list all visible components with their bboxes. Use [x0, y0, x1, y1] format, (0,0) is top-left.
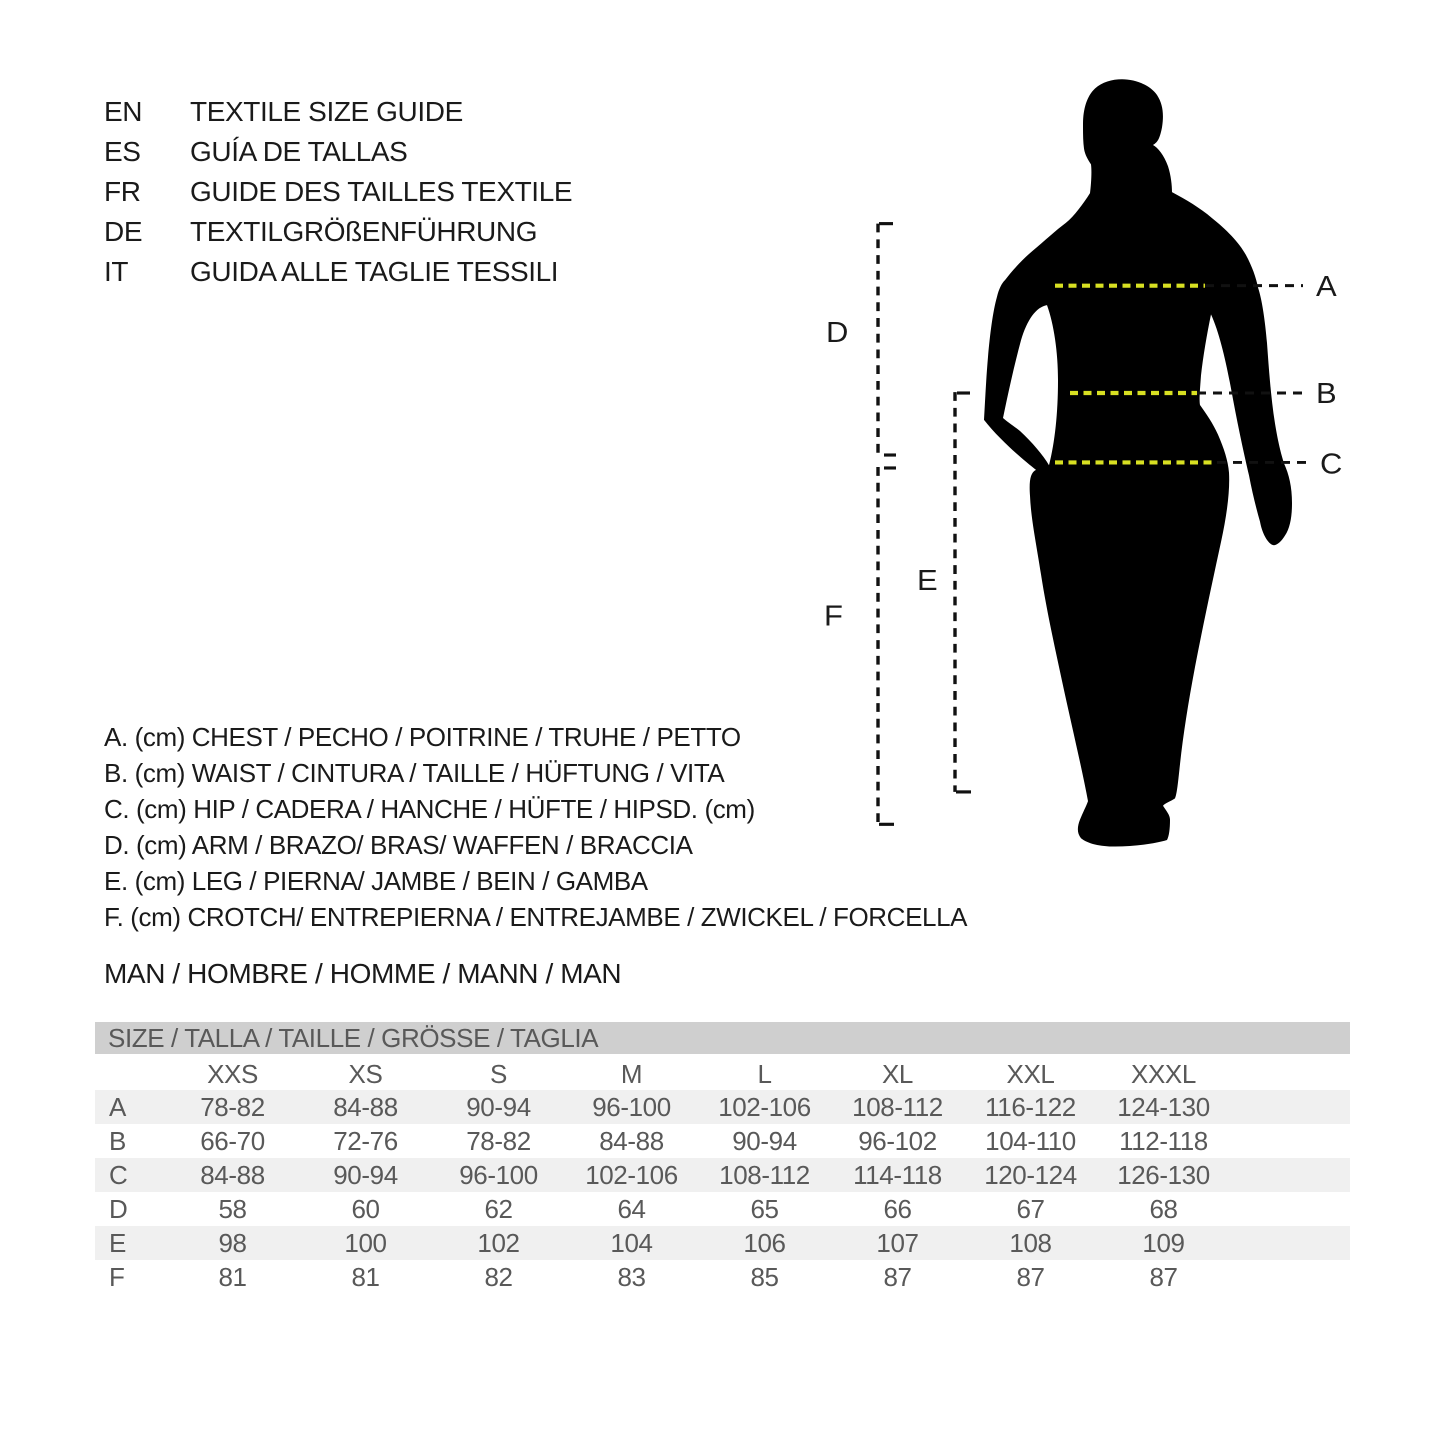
- size-table-grid: [95, 1058, 1350, 1294]
- size-value: 120-124: [984, 1159, 1077, 1190]
- size-value: 108: [1009, 1227, 1052, 1258]
- size-value: 112-118: [1119, 1125, 1208, 1156]
- size-value: 64: [617, 1193, 646, 1224]
- language-code: IT: [104, 256, 129, 287]
- size-value: 116-122: [985, 1091, 1076, 1122]
- size-value: 102-106: [718, 1091, 811, 1122]
- measure-letter: C: [109, 1159, 128, 1190]
- size-value: 87: [883, 1261, 912, 1292]
- chest-label: A: [1316, 270, 1337, 303]
- size-value: 90-94: [732, 1125, 797, 1156]
- crotch-label: F: [824, 600, 843, 633]
- language-code: FR: [104, 176, 141, 207]
- size-value: 62: [484, 1193, 513, 1224]
- measure-letter: E: [109, 1227, 126, 1258]
- language-code: DE: [104, 216, 143, 247]
- size-value: 66: [883, 1193, 912, 1224]
- language-row: [104, 172, 572, 212]
- measure-row: [95, 1158, 1350, 1192]
- size-value: 68: [1149, 1193, 1178, 1224]
- size-value: 124-130: [1117, 1091, 1210, 1122]
- filler-cell: [1230, 1260, 1350, 1294]
- size-header: XXXL: [1131, 1058, 1196, 1089]
- size-value: 65: [750, 1193, 779, 1224]
- size-header: M: [620, 1058, 643, 1089]
- language-row: [104, 252, 572, 292]
- size-value: 96-100: [592, 1091, 671, 1122]
- language-title-list: [104, 92, 572, 292]
- size-table-header: SIZE / TALLA / TAILLE / GRÖSSE / TAGLIA: [95, 1022, 1350, 1054]
- measure-row: [95, 1192, 1350, 1226]
- size-value: 90-94: [333, 1159, 398, 1190]
- size-value: 72-76: [333, 1125, 398, 1156]
- size-value: 102-106: [585, 1159, 678, 1190]
- language-title: TEXTILE SIZE GUIDE: [190, 96, 463, 127]
- size-value: 90-94: [466, 1091, 531, 1122]
- leg-label: E: [917, 565, 938, 597]
- size-value: 108-112: [719, 1159, 810, 1190]
- size-value: 98: [218, 1227, 247, 1258]
- size-value: 81: [351, 1261, 380, 1292]
- measure-letter: F: [109, 1261, 125, 1292]
- measure-letter: B: [109, 1125, 126, 1156]
- language-title: GUIDE DES TAILLES TEXTILE: [190, 176, 573, 207]
- language-title: TEXTILGRÖßENFÜHRUNG: [190, 216, 538, 247]
- measurement-legend: [104, 719, 967, 935]
- size-value: 96-102: [858, 1125, 937, 1156]
- size-value: 106: [743, 1227, 786, 1258]
- gender-heading: MAN / HOMBRE / HOMME / MANN / MAN: [104, 958, 622, 989]
- language-title: GUÍA DE TALLAS: [190, 136, 408, 167]
- size-value: 58: [218, 1193, 247, 1224]
- size-value: 102: [477, 1227, 520, 1258]
- size-value: 87: [1149, 1261, 1178, 1292]
- legend-item: E. (cm) LEG / PIERNA/ JAMBE / BEIN / GAMBA: [104, 866, 648, 896]
- filler-cell: [1230, 1192, 1350, 1226]
- measure-row: [95, 1226, 1350, 1260]
- size-header: XL: [881, 1058, 913, 1089]
- language-row: [104, 132, 572, 172]
- measure-row: [95, 1090, 1350, 1124]
- size-value: 104-110: [985, 1125, 1076, 1156]
- size-table: [95, 1022, 1350, 1294]
- legend-item: F. (cm) CROTCH/ ENTREPIERNA / ENTREJAMBE / ZWICKEL / FORCELLA: [104, 902, 968, 932]
- filler-cell: [1230, 1090, 1350, 1124]
- size-header: L: [757, 1058, 772, 1089]
- size-value: 66-70: [200, 1125, 265, 1156]
- size-value: 81: [218, 1261, 247, 1292]
- size-value: 84-88: [200, 1159, 265, 1190]
- size-value: 107: [876, 1227, 919, 1258]
- size-value: 100: [344, 1227, 387, 1258]
- size-value: 109: [1142, 1227, 1185, 1258]
- size-header: XXS: [207, 1058, 258, 1089]
- legend-item: B. (cm) WAIST / CINTURA / TAILLE / HÜFTUNG / VITA: [104, 758, 725, 788]
- size-value: 82: [484, 1261, 513, 1292]
- legend-item: C. (cm) HIP / CADERA / HANCHE / HÜFTE / HIPSD. (cm): [104, 794, 755, 824]
- filler-cell: [1230, 1058, 1350, 1090]
- size-value: 96-100: [459, 1159, 538, 1190]
- size-value: 87: [1016, 1261, 1045, 1292]
- measure-letter: A: [109, 1091, 126, 1122]
- corner-cell: [95, 1058, 166, 1090]
- size-header: S: [490, 1058, 507, 1089]
- legend-item: D. (cm) ARM / BRAZO/ BRAS/ WAFFEN / BRACCIA: [104, 830, 693, 860]
- language-row: [104, 212, 572, 252]
- waist-label: B: [1316, 378, 1337, 410]
- filler-cell: [1230, 1124, 1350, 1158]
- filler-cell: [1230, 1226, 1350, 1260]
- filler-cell: [1230, 1158, 1350, 1192]
- measure-row: [95, 1124, 1350, 1158]
- size-header-row: [95, 1058, 1350, 1090]
- legend-item: A. (cm) CHEST / PECHO / POITRINE / TRUHE / PETTO: [104, 722, 741, 752]
- size-value: 67: [1016, 1193, 1045, 1224]
- size-value: 60: [351, 1193, 380, 1224]
- measure-row: [95, 1260, 1350, 1294]
- language-code: ES: [104, 136, 141, 167]
- measure-letter: D: [109, 1193, 128, 1224]
- hip-label: C: [1320, 448, 1342, 481]
- size-value: 83: [617, 1261, 646, 1292]
- size-value: 114-118: [853, 1159, 942, 1190]
- size-value: 126-130: [1117, 1159, 1210, 1190]
- size-value: 85: [750, 1261, 779, 1292]
- size-value: 84-88: [599, 1125, 664, 1156]
- language-row: [104, 92, 572, 132]
- size-value: 104: [610, 1227, 653, 1258]
- size-value: 78-82: [466, 1125, 531, 1156]
- language-code: EN: [104, 96, 143, 127]
- arm-label: D: [826, 317, 848, 349]
- size-value: 84-88: [333, 1091, 398, 1122]
- language-title: GUIDA ALLE TAGLIE TESSILI: [190, 256, 559, 287]
- size-header: XS: [348, 1058, 383, 1089]
- size-header: XXL: [1006, 1058, 1055, 1089]
- size-value: 108-112: [852, 1091, 943, 1122]
- size-value: 78-82: [200, 1091, 265, 1122]
